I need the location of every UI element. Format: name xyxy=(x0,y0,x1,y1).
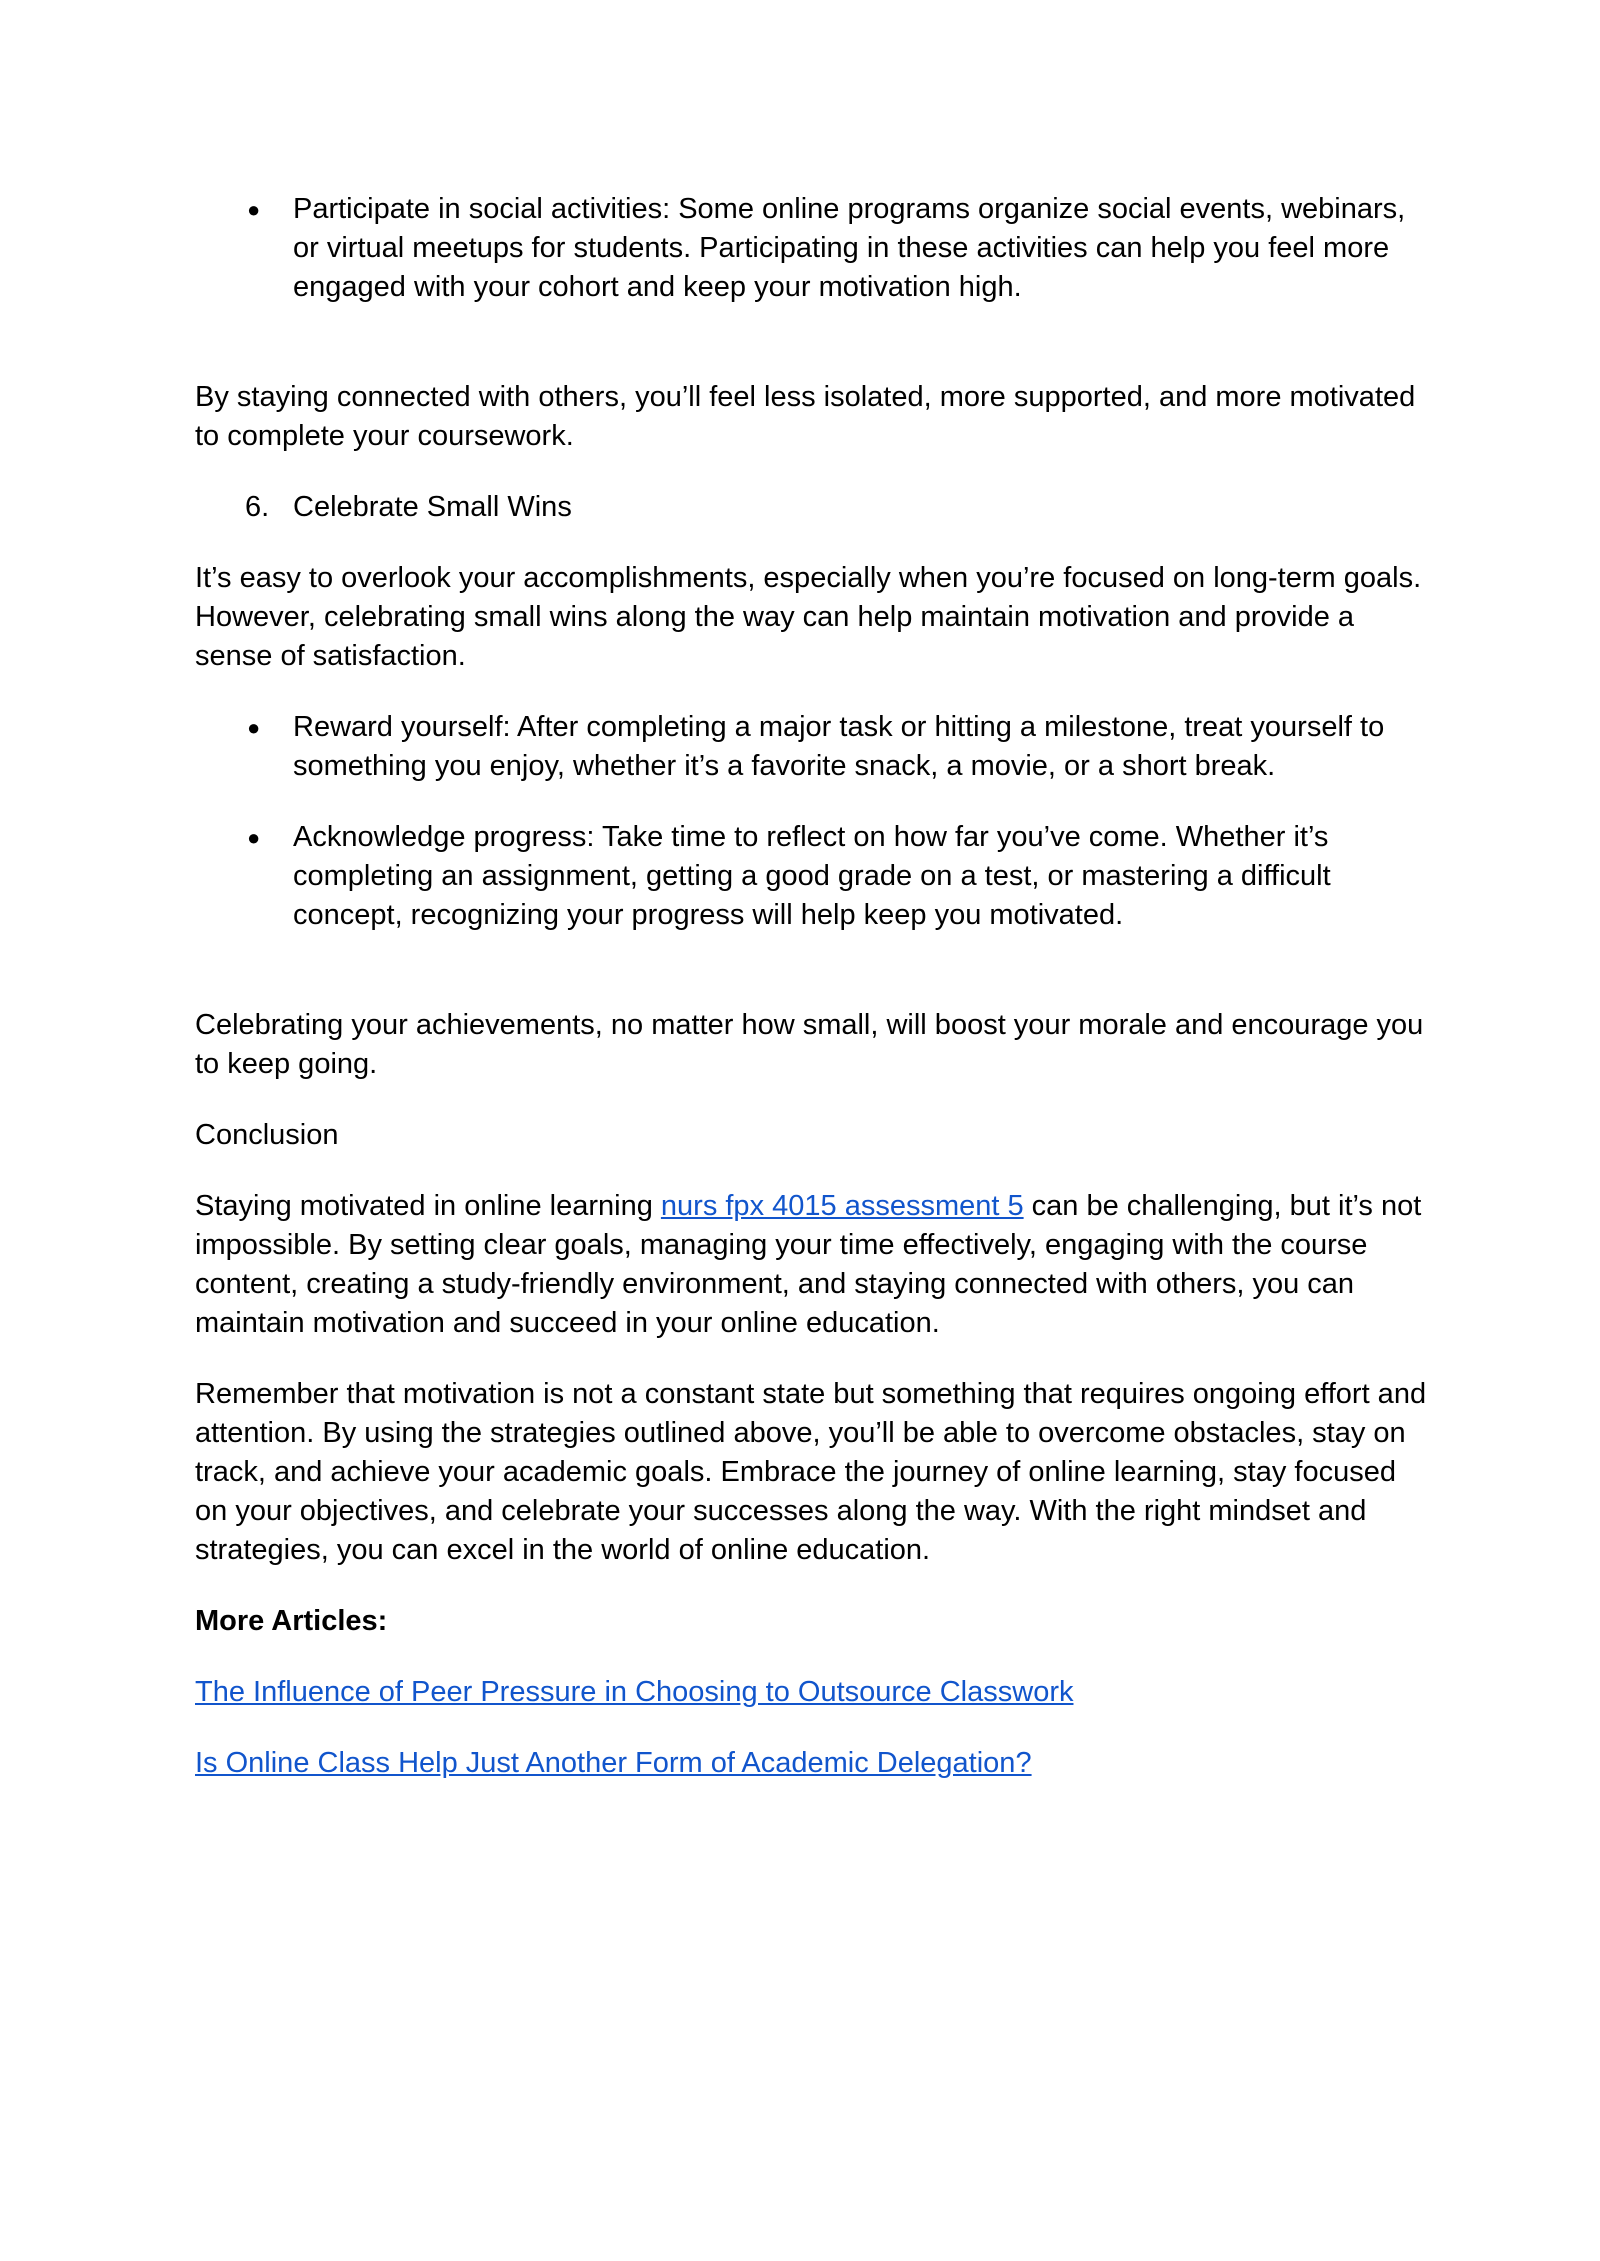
article-link-item xyxy=(195,1744,1435,1783)
bullet-item-reward xyxy=(195,708,1435,786)
paragraph-connected: By staying connected with others, you’ll feel less isolated, more supported, and more motivated to complete your coursework. xyxy=(195,381,1416,452)
bullet-item-progress xyxy=(195,818,1435,935)
bullet-icon: ● xyxy=(247,715,261,740)
bullet-text: Acknowledge progress: Take time to reflect on how far you’ve come. Whether it’s completing an assignment, getting a good grade on a test, or mastering a difficult concept, recognizing your progress will help keep you motivated. xyxy=(293,821,1331,931)
section-title: Celebrate Small Wins xyxy=(293,491,572,523)
bullet-text: Reward yourself: After completing a major task or hitting a milestone, treat yourself to something you enjoy, whether it’s a favorite snack, a movie, or a short break. xyxy=(293,711,1385,782)
bullet-icon: ● xyxy=(247,825,261,850)
conclusion-text-after: can be challenging, but it’s not impossible. By setting clear goals, managing your time effectively, engaging with the course content, creating a study-friendly environment, and staying connected with others, you can maintain motivation and succeed in your online education. xyxy=(195,1190,1422,1339)
paragraph-remember: Remember that motivation is not a constant state but something that requires ongoing effort and attention. By using the strategies outlined above, you’ll be able to overcome obstacles, stay on track, and achieve your academic goals. Embrace the journey of online learning, stay focused on your objectives, and celebrate your successes along the way. With the right mindset and strategies, you can excel in the world of online education. xyxy=(195,1378,1427,1566)
article-link-item xyxy=(195,1673,1435,1712)
paragraph-celebrating: Celebrating your achievements, no matter how small, will boost your morale and encourage you to keep going. xyxy=(195,1009,1424,1080)
more-articles-heading: More Articles: xyxy=(195,1605,388,1637)
paragraph-conclusion xyxy=(195,1187,1435,1343)
article-link-peer-pressure[interactable]: The Influence of Peer Pressure in Choosing to Outsource Classwork xyxy=(195,1676,1074,1708)
article-link-online-class-help[interactable]: Is Online Class Help Just Another Form of Academic Delegation? xyxy=(195,1747,1032,1779)
assessment-link[interactable]: nurs fpx 4015 assessment 5 xyxy=(660,1190,1024,1222)
bullet-text: Participate in social activities: Some online programs organize social events, webinars, or virtual meetups for students. Participating in these activities can help you feel more engaged with your cohort and keep your motivation high. xyxy=(293,193,1406,303)
bullet-item-social xyxy=(195,190,1435,307)
paragraph-overlook: It’s easy to overlook your accomplishments, especially when you’re focused on long-term goals. However, celebrating small wins along the way can help maintain motivation and provide a sense of satisfaction. xyxy=(195,562,1422,672)
conclusion-text-before: Staying motivated in online learning xyxy=(195,1190,661,1222)
list-number: 6. xyxy=(245,491,270,523)
document-page xyxy=(195,190,1435,1783)
bullet-icon: ● xyxy=(247,197,261,222)
conclusion-heading: Conclusion xyxy=(195,1119,339,1151)
section-heading-6 xyxy=(195,488,1435,527)
